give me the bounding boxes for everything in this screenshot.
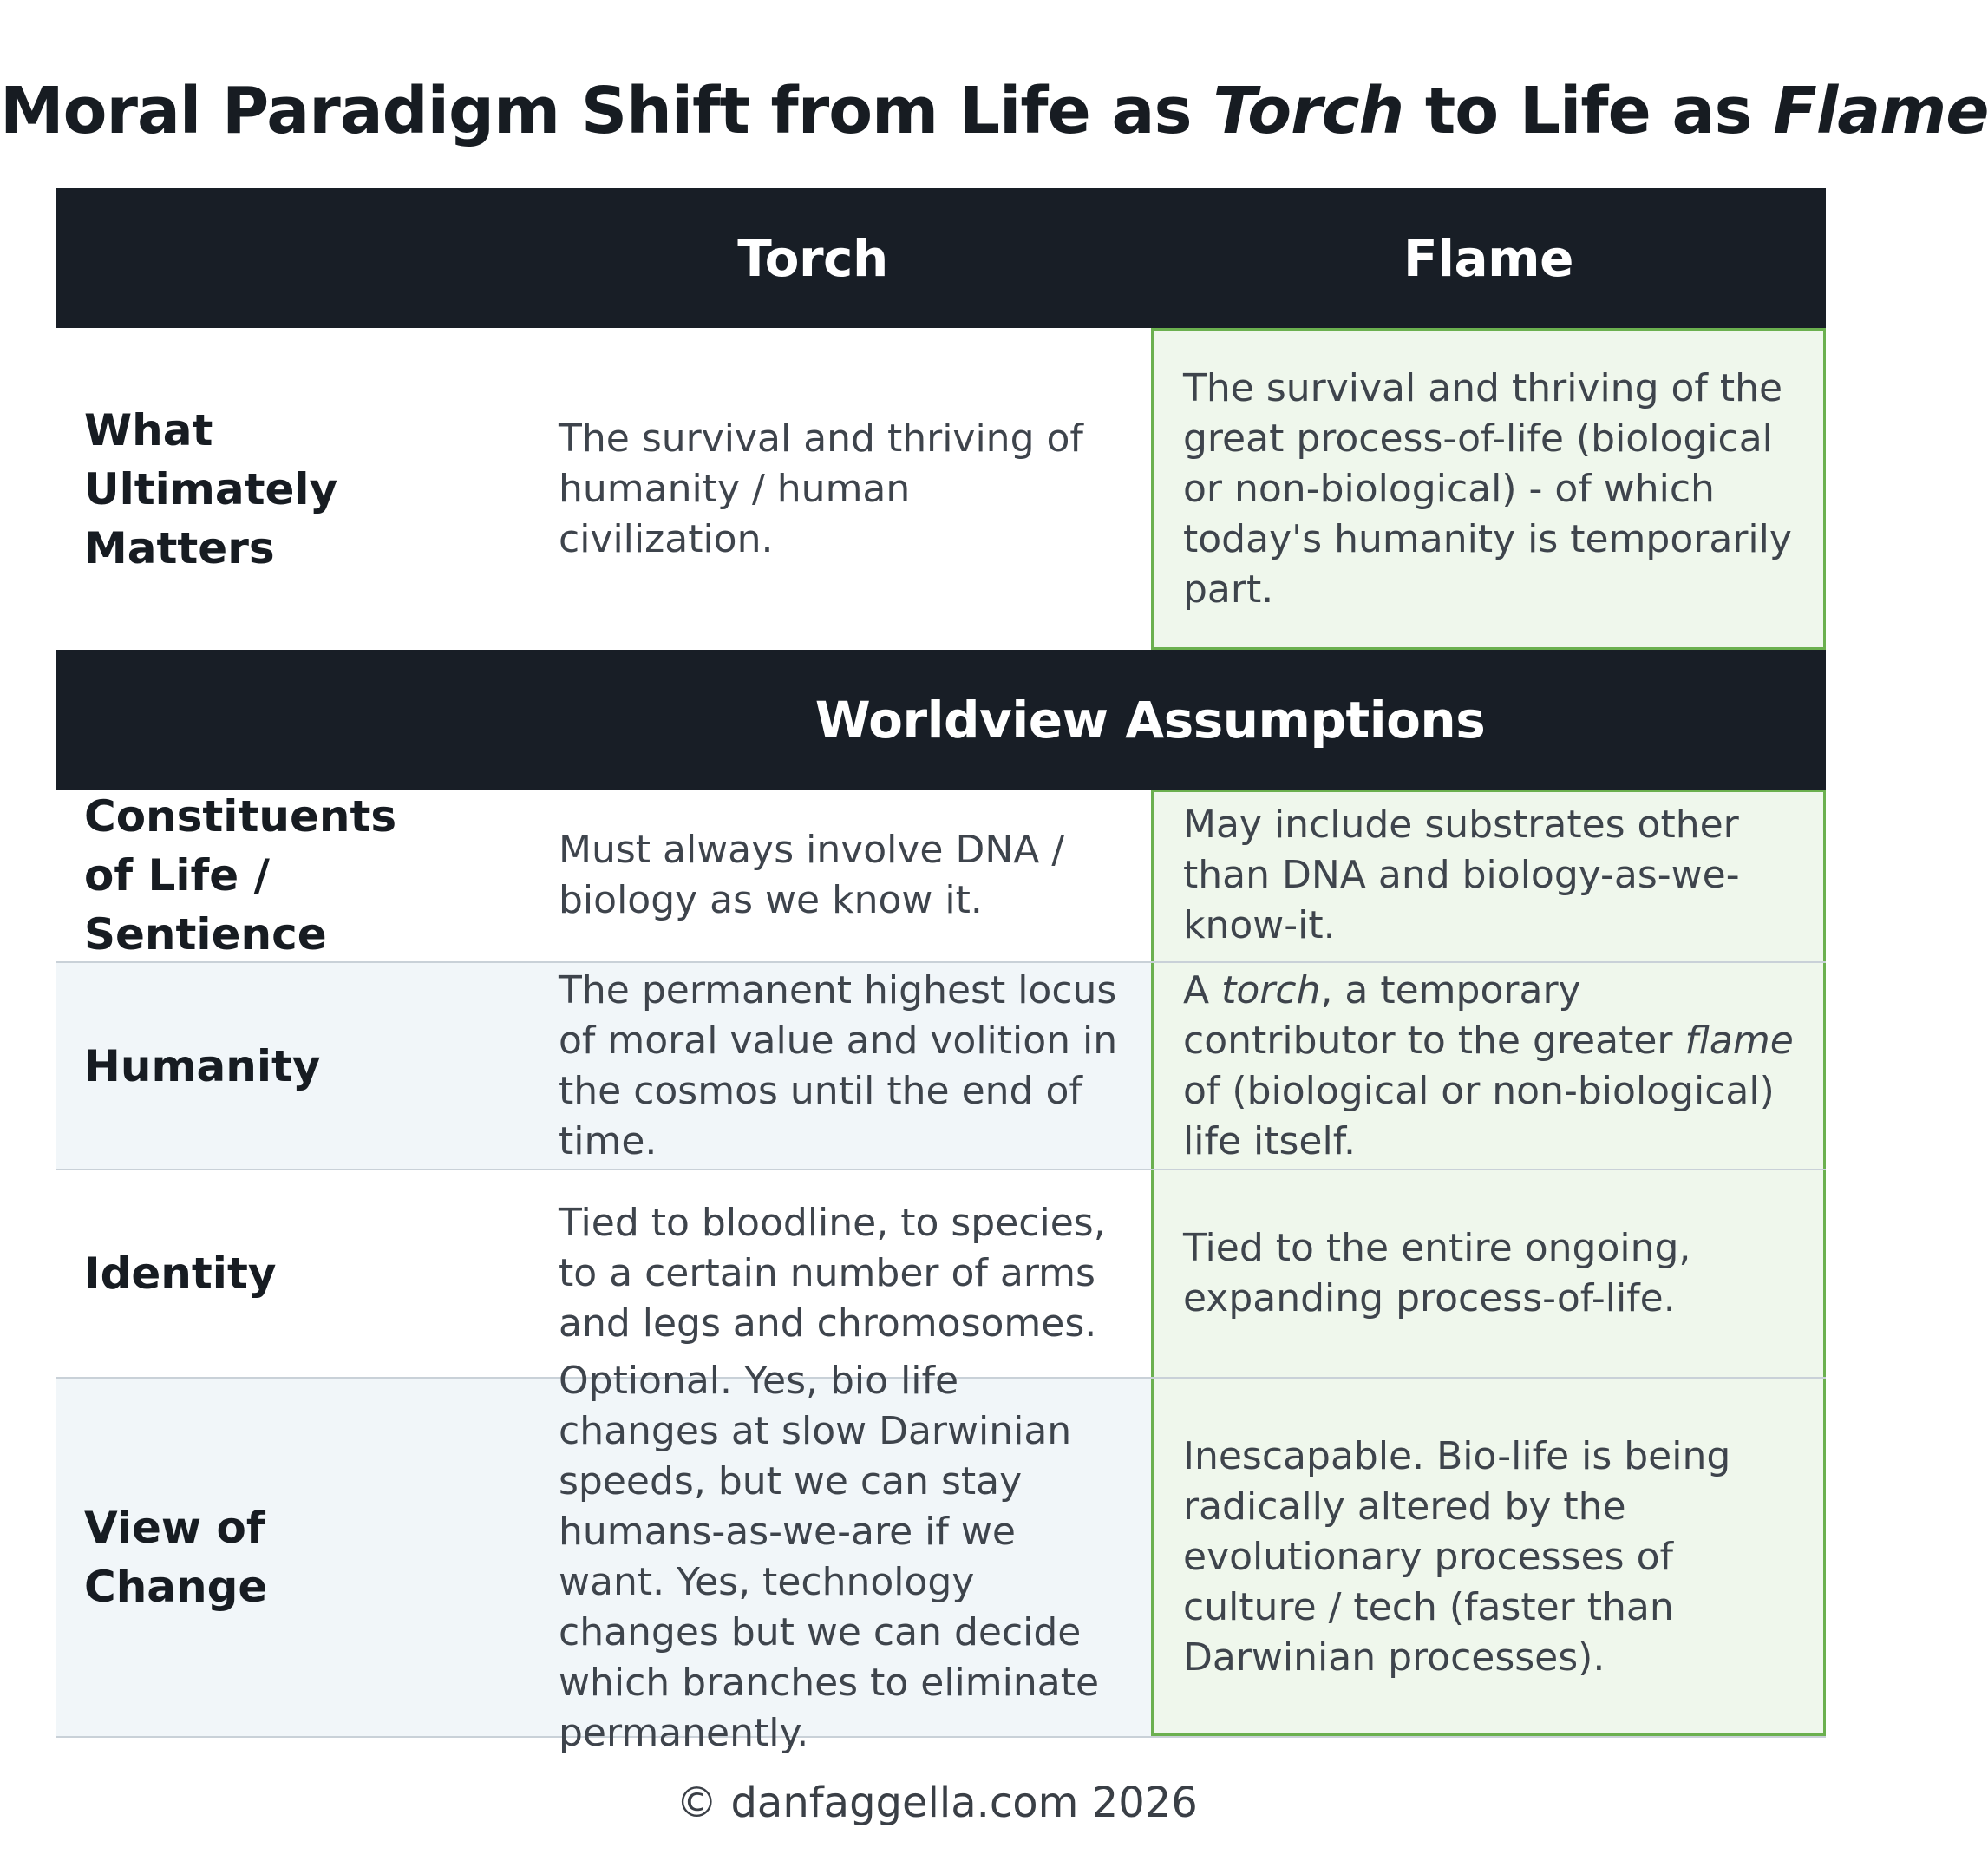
row-label-text: Humanity — [84, 1040, 321, 1091]
flame-cell-border-bottom — [1151, 1733, 1826, 1736]
column-header-flame: Flame — [1403, 228, 1573, 288]
row-label-text: Identity — [84, 1248, 277, 1299]
title-flame-word: Flame — [1773, 74, 1988, 148]
row-label-text: Constituents of Life / Sentience — [84, 791, 397, 960]
torch-cell-text: The permanent highest locus of moral value and volition in the cosmos until the end of time. — [559, 967, 1118, 1163]
flame-cell-text: Tied to the entire ongoing, expanding process-of-life. — [1183, 1226, 1691, 1320]
flame-cell — [1151, 1379, 1826, 1736]
flame-text-part: A — [1183, 967, 1222, 1012]
table-row-humanity — [56, 963, 1826, 1170]
torch-cell-text: Tied to bloodline, to species, to a certain number of arms and legs and chromosomes. — [559, 1201, 1106, 1346]
row-label — [56, 790, 474, 961]
row-label — [56, 963, 474, 1169]
table-row-constituents — [56, 790, 1826, 963]
flame-text-italic-flame: flame — [1684, 1018, 1794, 1063]
torch-cell-text: Optional. Yes, bio life changes at slow Darwinian speeds, but we can stay humans-as-we-are if we want. Yes, technology changes but we can decide which branches to eliminate permanently. — [559, 1359, 1100, 1755]
page-title — [0, 71, 1988, 151]
row-label — [56, 1170, 474, 1377]
title-torch-word: Torch — [1213, 74, 1404, 148]
table-row-identity — [56, 1170, 1826, 1379]
flame-cell-text: May include substrates other than DNA and biology-as-we-know-it. — [1183, 803, 1740, 947]
flame-cell — [1151, 1170, 1826, 1377]
torch-cell-text: The survival and thriving of humanity / human civilization. — [559, 416, 1083, 561]
torch-cell — [474, 1359, 1151, 1755]
torch-cell — [474, 790, 1151, 961]
table-row-view-of-change — [56, 1359, 1826, 1755]
flame-cell-border-top — [1151, 328, 1826, 331]
column-header-row — [56, 188, 1826, 328]
flame-cell — [1151, 328, 1826, 650]
flame-cell-text — [1183, 966, 1799, 1167]
section-header-worldview: Worldview Assumptions — [814, 690, 1486, 750]
comparison-table — [56, 188, 1826, 1755]
row-label — [56, 328, 474, 650]
flame-cell-text: The survival and thriving of the great process-of-life (biological or non-biological) - of which today's humanity is temporarily part. — [1183, 365, 1792, 612]
torch-cell — [474, 963, 1151, 1169]
flame-text-part: of (biological or non-biological) life itself. — [1183, 1068, 1775, 1163]
column-header-torch: Torch — [737, 228, 888, 288]
row-label — [56, 1379, 474, 1736]
title-part-2: to Life as — [1403, 74, 1774, 148]
flame-text-italic-torch: torch — [1221, 967, 1321, 1012]
section-header-row — [56, 650, 1826, 790]
flame-text-part: , a temporary contributor to the greater — [1183, 967, 1685, 1063]
torch-cell — [474, 1170, 1151, 1377]
flame-cell — [1151, 790, 1826, 961]
footer-copyright: © danfaggella.com 2026 — [676, 1779, 1198, 1827]
row-label-text: What Ultimately Matters — [84, 404, 338, 573]
torch-cell — [474, 328, 1151, 650]
flame-cell-text: Inescapable. Bio-life is being radically altered by the evolutionary processes of culture / tech (faster than Darwinian processes). — [1183, 1434, 1731, 1680]
torch-cell-text: Must always involve DNA / biology as we know it. — [559, 828, 1065, 922]
row-label-text: View of Change — [84, 1503, 268, 1612]
flame-cell — [1151, 963, 1826, 1169]
title-part-1: Moral Paradigm Shift from Life as — [0, 74, 1213, 148]
table-row-what-ultimately-matters — [56, 328, 1826, 650]
flame-cell-border-top — [1151, 790, 1826, 792]
